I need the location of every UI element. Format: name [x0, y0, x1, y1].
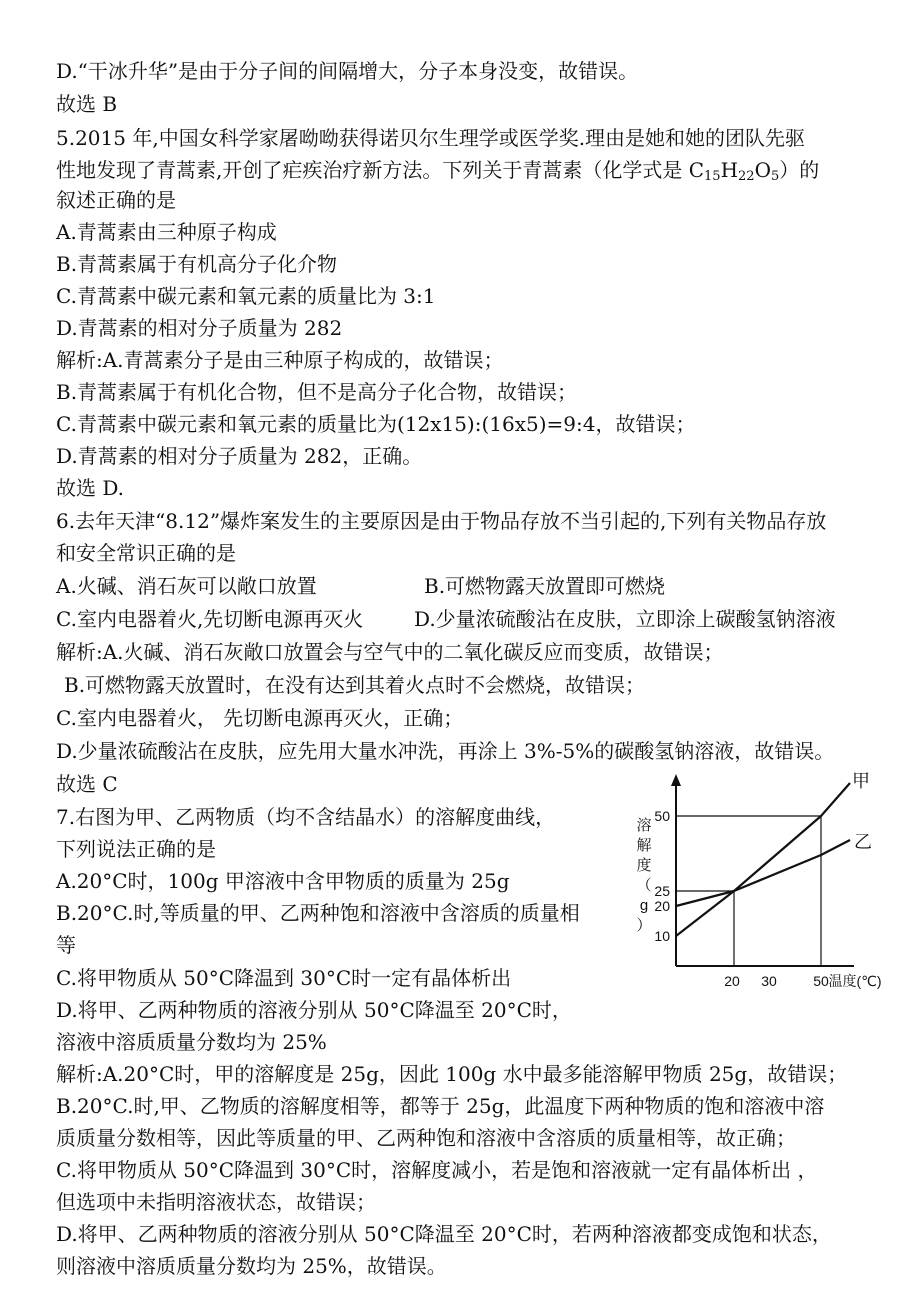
x-tick-label: 50	[813, 973, 829, 989]
y-tick-label: 10	[654, 928, 670, 944]
analysis-line: D.青蒿素的相对分子质量为 282，正确。	[56, 444, 423, 468]
question-6-stem: 6.去年天津“8.12”爆炸案发生的主要原因是由于物品存放不当引起的,下列有关物品存放	[56, 509, 827, 533]
text-line: 和安全常识正确的是	[56, 541, 236, 565]
x-tick-label: 20	[724, 973, 740, 989]
x-tick-label: 30	[761, 973, 777, 989]
analysis-line: B.20°C.时,甲、乙物质的溶解度相等，都等于 25g，此温度下两种物质的饱和溶液中溶	[56, 1094, 825, 1118]
analysis-line: 质质量分数相等，因此等质量的甲、乙两种饱和溶液中含溶质的质量相等，故正确；	[56, 1126, 796, 1150]
analysis-line: C.室内电器着火， 先切断电源再灭火，正确；	[56, 706, 464, 730]
text-line: 等	[56, 933, 76, 957]
option-d: D.青蒿素的相对分子质量为 282	[56, 316, 343, 340]
analysis-line: D.将甲、乙两种物质的溶液分别从 50°C降温至 20°C时，若两种溶液都变成饱和状态，	[56, 1222, 832, 1246]
text-line: 叙述正确的是	[56, 188, 176, 212]
analysis-line: B.可燃物露天放置时，在没有达到其着火点时不会燃烧，故错误；	[64, 673, 646, 697]
text-line: 下列说法正确的是	[56, 837, 216, 861]
analysis-line: 解析:A.火碱、消石灰敞口放置会与空气中的二氧化碳反应而变质，故错误；	[56, 640, 724, 664]
series-line-jia	[676, 783, 850, 936]
question-5-formula-line: 性地发现了青蒿素,开创了疟疾治疗新方法。下列关于青蒿素（化学式是 $C_{15}H_{22}O_5$）的	[56, 158, 820, 184]
option-a: A.20°C时，100g 甲溶液中含甲物质的质量为 25g	[56, 869, 510, 893]
option-b: B.可燃物露天放置即可燃烧	[424, 574, 666, 598]
option-b: B.20°C.时,等质量的甲、乙两种饱和溶液中含溶质的质量相	[56, 901, 580, 925]
y-axis-label-char: 度	[636, 857, 652, 874]
text-line: D.“干冰升华”是由于分子间的间隔增大，分子本身没变，故错误。	[56, 59, 639, 83]
text-line: 溶液中溶质质量分数均为 25%	[56, 1030, 327, 1054]
option-c: C.室内电器着火,先切断电源再灭火	[56, 607, 364, 631]
option-d: D.将甲、乙两种物质的溶液分别从 50°C降温至 20°C时，	[56, 998, 572, 1022]
series-label: 甲	[852, 771, 870, 791]
analysis-line: 解析:A.青蒿素分子是由三种原子构成的，故错误；	[56, 348, 504, 372]
answer-line: 故选 C	[56, 772, 118, 796]
analysis-line: C.将甲物质从 50°C降温到 30°C时，溶解度减小，若是饱和溶液就一定有晶体析出 ，	[56, 1158, 818, 1182]
y-tick-label: 20	[654, 898, 670, 914]
series-line-yi	[676, 840, 850, 906]
y-tick-label: 25	[654, 883, 670, 899]
option-d: D.少量浓硫酸沾在皮肤，立即涂上碳酸氢钠溶液	[414, 607, 836, 631]
option-a: A.火碱、消石灰可以敞口放置	[56, 574, 317, 598]
y-axis-label-char: （	[636, 877, 652, 894]
y-axis-label-char: ）	[636, 917, 652, 934]
solubility-chart	[628, 770, 882, 1000]
analysis-line: 解析:A.20°C时，甲的溶解度是 25g，因此 100g 水中最多能溶解甲物质 25g，故错误；	[56, 1062, 848, 1086]
y-axis-label-char: 解	[636, 837, 652, 854]
analysis-line: B.青蒿素属于有机化合物，但不是高分子化合物，故错误；	[56, 380, 578, 404]
answer-line: 故选 D.	[56, 476, 125, 500]
question-7-stem: 7.右图为甲、乙两物质（均不含结晶水）的溶解度曲线，	[56, 805, 556, 829]
analysis-line: C.青蒿素中碳元素和氧元素的质量比为(12x15):(16x5)=9:4，故错误；	[56, 412, 696, 436]
x-axis-label: 温度(℃)	[828, 973, 882, 989]
y-axis-label-char: 溶	[636, 817, 652, 834]
analysis-line: 则溶液中溶质质量分数均为 25%，故错误。	[56, 1254, 447, 1278]
option-b: B.青蒿素属于有机高分子化介物	[56, 252, 338, 276]
analysis-line: 但选项中未指明溶液状态，故错误；	[56, 1190, 376, 1214]
question-5-stem: 5.2015 年,中国女科学家屠呦呦获得诺贝尔生理学或医学奖.理由是她和她的团队先驱	[56, 126, 806, 150]
analysis-line: D.少量浓硫酸沾在皮肤，应先用大量水冲洗，再涂上 3%-5%的碳酸氢钠溶液，故错误。	[56, 739, 835, 763]
series-label: 乙	[854, 832, 872, 852]
option-a: A.青蒿素由三种原子构成	[56, 220, 277, 244]
option-c: C.青蒿素中碳元素和氧元素的质量比为 3:1	[56, 284, 436, 308]
answer-line: 故选 B	[56, 92, 118, 116]
option-c: C.将甲物质从 50°C降温到 30°C时一定有晶体析出	[56, 966, 512, 990]
options-row	[56, 606, 836, 632]
y-axis-arrow	[671, 774, 681, 786]
options-row	[56, 573, 665, 599]
y-axis-label-char: g	[639, 897, 649, 914]
y-tick-label: 50	[654, 808, 670, 824]
